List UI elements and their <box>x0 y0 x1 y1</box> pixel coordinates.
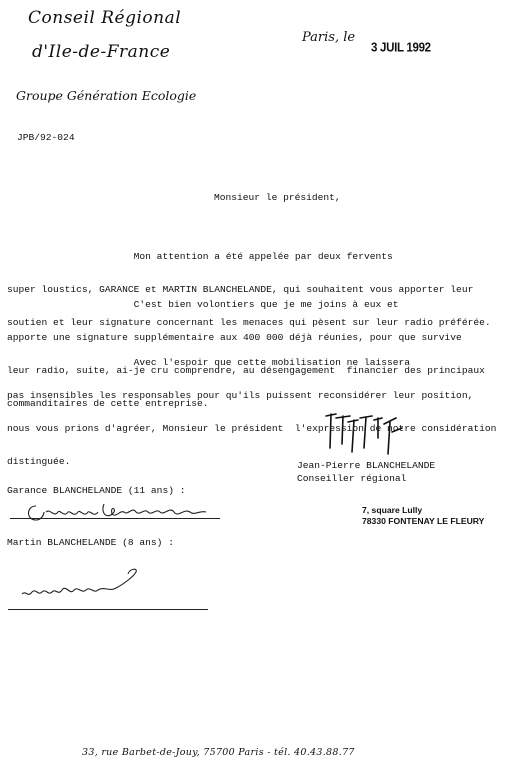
letterhead-line-1: Conseil Régional <box>28 8 182 28</box>
body-line: Avec l'espoir que cette mobilisation ne laissera <box>7 357 411 368</box>
body-line: distinguée. <box>7 456 71 467</box>
body-line: leur radio, suite, ai-je cru comprendre, au désengagement financier des principaux <box>7 365 485 376</box>
reference-code: JPB/92-024 <box>17 132 75 143</box>
child2-label: Martin BLANCHELANDE (8 ans) : <box>7 537 174 548</box>
body-line: Mon attention a été appelée par deux fervents <box>7 251 393 262</box>
letterhead-line-2: d'Ile-de-France <box>32 42 171 62</box>
address-stamp-line-2: 78330 FONTENAY LE FLEURY <box>362 516 485 526</box>
child2-signature <box>18 566 158 604</box>
child1-signature <box>24 500 224 526</box>
body-line: super loustics, GARANCE et MARTIN BLANCHELANDE, qui souhaitent vous apporter leur <box>7 284 474 295</box>
body-line: apporte une signature supplémentaire aux 400 000 déjà réunies, pour que survive <box>7 332 462 343</box>
child1-label: Garance BLANCHELANDE (11 ans) : <box>7 485 186 496</box>
signatory-name: Jean-Pierre BLANCHELANDE <box>297 460 436 471</box>
body-line: soutien et leur signature concernant les menaces qui pèsent sur leur radio préférée. <box>7 317 491 328</box>
footer-address: 33, rue Barbet-de-Jouy, 75700 Paris - tél. 40.43.88.77 <box>82 747 355 758</box>
place-label: Paris, le <box>302 30 356 45</box>
address-stamp-line-1: 7, square Lully <box>362 505 423 515</box>
body-paragraph-3 <box>7 335 496 478</box>
letterhead-group-name: Groupe Génération Ecologie <box>16 88 197 103</box>
body-line: C'est bien volontiers que je me joins à eux et <box>7 299 399 310</box>
child1-signature-line <box>10 518 220 519</box>
body-line: pas insensibles les responsables pour qu'ils puissent reconsidérer leur position, <box>7 390 474 401</box>
date-stamp: 3 JUIL 1992 <box>371 41 431 55</box>
child2-signature-line <box>8 609 208 610</box>
body-line: nous vous prions d'agréer, Monsieur le président l'expression de notre considération <box>7 423 497 434</box>
body-line: commanditaires de cette entreprise. <box>7 398 209 409</box>
salutation: Monsieur le président, <box>214 192 341 203</box>
signatory-signature <box>322 408 412 460</box>
signatory-title: Conseiller régional <box>297 473 407 484</box>
